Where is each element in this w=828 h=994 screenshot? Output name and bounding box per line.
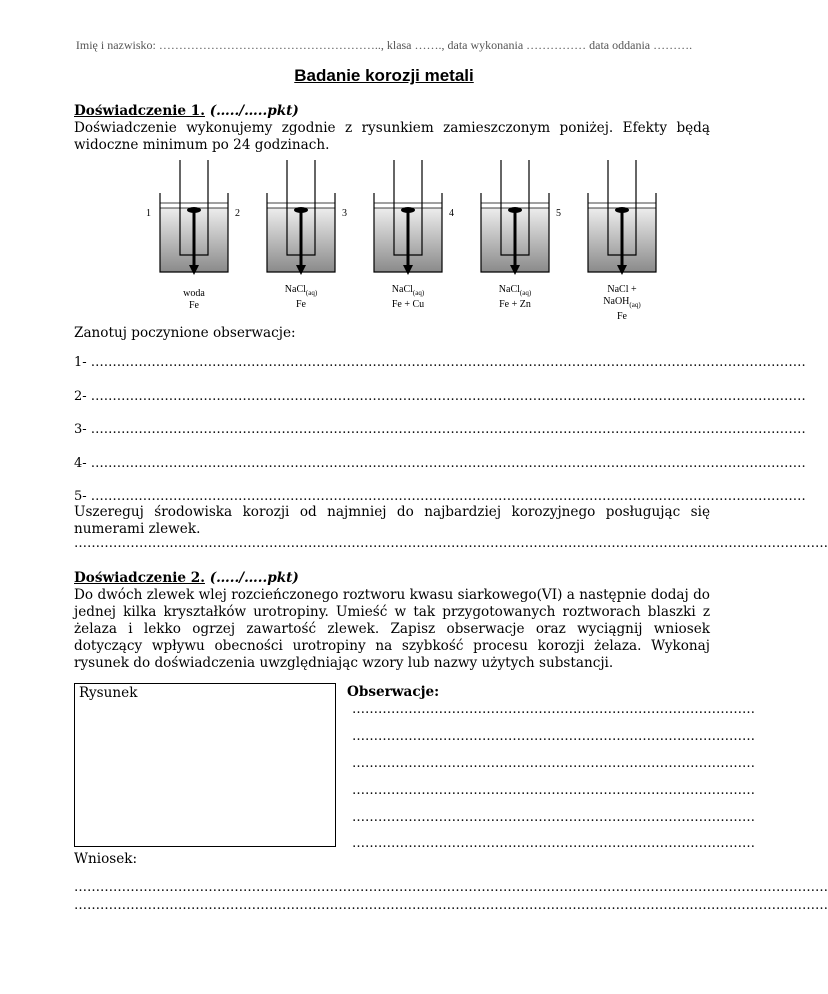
obs-line-2[interactable]: 2- ………………………………………………………………………………………………………………………………………………… xyxy=(74,389,806,404)
beaker-label-3: NaCl$_{(aq)}$ Fe + Cu xyxy=(391,284,425,310)
exp2-obs-line-2[interactable]: ………………………………………………………………………………… xyxy=(352,729,755,744)
exp2-heading xyxy=(74,570,710,587)
conclusion-line-2[interactable]: ………………………………………………………………………………………………………………………………………………………… xyxy=(74,898,828,913)
drawing-box[interactable] xyxy=(74,683,336,847)
exp2-obs-line-6[interactable]: ………………………………………………………………………………… xyxy=(352,836,755,851)
exp2-obs-line-4[interactable]: ………………………………………………………………………………… xyxy=(352,783,755,798)
beaker-number-4: 4 xyxy=(449,208,454,219)
beaker-number-5: 5 xyxy=(556,208,561,219)
beaker-label-1: woda Fe xyxy=(183,288,205,311)
obs-line-3[interactable]: 3- ………………………………………………………………………………………………………………………………………………… xyxy=(74,422,806,437)
beaker-number-1: 1 xyxy=(146,208,151,219)
exp2-obs-line-5[interactable]: ………………………………………………………………………………… xyxy=(352,810,755,825)
beaker-label-2: NaCl$_{(aq)}$ Fe xyxy=(284,284,318,310)
beaker-number-3: 3 xyxy=(342,208,347,219)
page-title: Badanie korozji metali xyxy=(294,66,474,85)
beakers-figure xyxy=(120,155,680,280)
beaker-1 xyxy=(160,160,228,275)
exp2-obs-line-1[interactable]: ………………………………………………………………………………… xyxy=(352,702,755,717)
observations-label: Obserwacje: xyxy=(347,684,440,700)
exp1-intro: Doświadczenie wykonujemy zgodnie z rysunkiem zamieszczonym poniżej. Efekty będą widoczne minimum po 24 godzinach. xyxy=(74,120,710,153)
rank-answer-line[interactable]: ………………………………………………………………………………………………………………………………………………………… xyxy=(74,536,828,551)
drawing-label: Rysunek xyxy=(79,685,138,701)
exp1-points: (…../…..pkt) xyxy=(209,103,299,119)
beaker-2 xyxy=(267,160,335,275)
exp2-points: (…../…..pkt) xyxy=(209,570,299,586)
student-info-header: Imię i nazwisko: ……………………………………………….., klasa ……., data wykonania …………… data oddania ………. xyxy=(75,38,693,52)
exp1-heading xyxy=(74,103,710,120)
obs-line-5[interactable]: 5- ………………………………………………………………………………………………………………………………………………… xyxy=(74,489,806,504)
exp1-heading-label: Doświadczenie 1. xyxy=(74,103,205,119)
obs-line-1[interactable]: 1- ………………………………………………………………………………………………………………………………………………… xyxy=(74,355,806,370)
observe-label: Zanotuj poczynione obserwacje: xyxy=(74,325,296,341)
rank-instruction: Uszereguj środowiska korozji od najmniej do najbardziej korozyjnego posługując się numerami zlewek. xyxy=(74,504,710,537)
beaker-5 xyxy=(588,160,656,275)
obs-line-4[interactable]: 4- ………………………………………………………………………………………………………………………………………………… xyxy=(74,456,806,471)
beaker-4 xyxy=(481,160,549,275)
exp2-heading-label: Doświadczenie 2. xyxy=(74,570,205,586)
conclusion-label: Wniosek: xyxy=(74,851,138,867)
beaker-label-5: NaCl + NaOH$_{(aq)}$ Fe xyxy=(603,284,641,322)
exp2-obs-line-3[interactable]: ………………………………………………………………………………… xyxy=(352,756,755,771)
exp2-intro: Do dwóch zlewek wlej rozcieńczonego roztworu kwasu siarkowego(VI) a następnie dodaj do jednej kilka kryształków urotropiny. Umieść w tak przygotowanych roztworach blaszki z żelaza i lekko ogrzej zawartość zlewek. Zapisz obserwacje oraz wyciągnij wniosek dotyczący wpływu obecności urotropiny na szybkość procesu korozji żelaza. Wykonaj rysunek do doświadczenia uwzględniając wzory lub nazwy użytych substancji. xyxy=(74,587,710,671)
beaker-number-2: 2 xyxy=(235,208,240,219)
conclusion-line-1[interactable]: ………………………………………………………………………………………………………………………………………………………… xyxy=(74,880,828,895)
beaker-3 xyxy=(374,160,442,275)
beaker-label-4: NaCl$_{(aq)}$ Fe + Zn xyxy=(498,284,532,310)
